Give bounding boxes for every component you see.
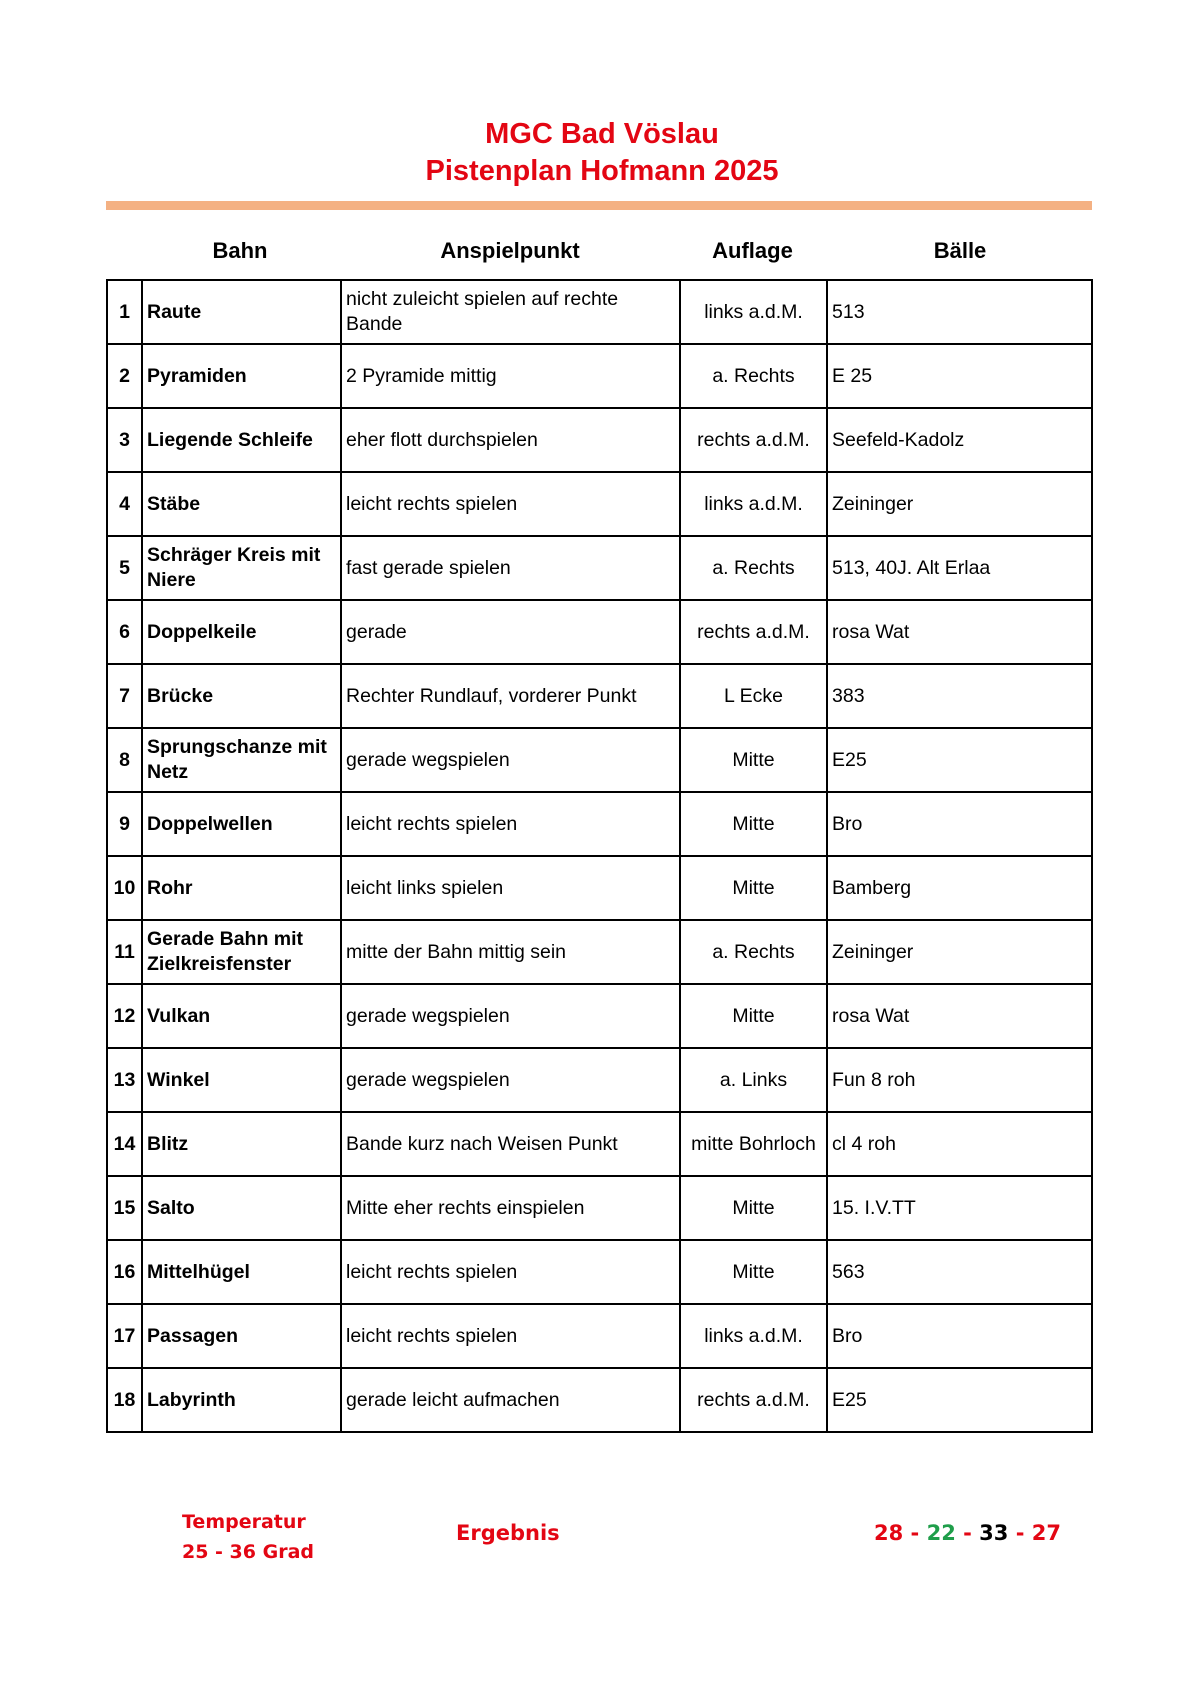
result-scores <box>874 1521 1061 1545</box>
lane-number: 7 <box>107 664 142 728</box>
lane-auflage: Mitte <box>680 728 827 792</box>
lane-anspielpunkt: Mitte eher rechts einspielen <box>341 1176 680 1240</box>
lane-name: Liegende Schleife <box>142 408 341 472</box>
lane-number: 2 <box>107 344 142 408</box>
lane-baelle: Bro <box>827 792 1092 856</box>
score-value: 28 <box>874 1521 904 1545</box>
column-header-baelle: Bälle <box>933 238 987 263</box>
temperature-value: 25 - 36 Grad <box>182 1541 314 1563</box>
lane-baelle: 15. I.V.TT <box>827 1176 1092 1240</box>
lane-auflage: links a.d.M. <box>680 280 827 344</box>
lane-name: Rohr <box>142 856 341 920</box>
lane-name: Pyramiden <box>142 344 341 408</box>
lane-auflage: rechts a.d.M. <box>680 600 827 664</box>
lane-number: 9 <box>107 792 142 856</box>
table-row <box>107 536 1092 600</box>
lane-auflage: Mitte <box>680 1240 827 1304</box>
lane-baelle: E25 <box>827 728 1092 792</box>
table-row <box>107 664 1092 728</box>
page-subtitle: Pistenplan Hofmann 2025 <box>425 155 779 187</box>
lane-number: 5 <box>107 536 142 600</box>
table-row <box>107 856 1092 920</box>
lane-name: Winkel <box>142 1048 341 1112</box>
lane-baelle: Bro <box>827 1304 1092 1368</box>
lane-baelle: Seefeld-Kadolz <box>827 408 1092 472</box>
lane-baelle: Fun 8 roh <box>827 1048 1092 1112</box>
lane-anspielpunkt: leicht rechts spielen <box>341 1240 680 1304</box>
lane-auflage: a. Rechts <box>680 344 827 408</box>
lane-auflage: links a.d.M. <box>680 1304 827 1368</box>
lane-auflage: Mitte <box>680 984 827 1048</box>
lane-baelle: E 25 <box>827 344 1092 408</box>
lane-baelle: 513, 40J. Alt Erlaa <box>827 536 1092 600</box>
lane-name: Sprungschanze mit Netz <box>142 728 341 792</box>
lane-baelle: rosa Wat <box>827 600 1092 664</box>
table-row <box>107 1304 1092 1368</box>
title-divider <box>106 201 1092 210</box>
pistenplan-table <box>106 279 1093 1433</box>
table-row <box>107 344 1092 408</box>
score-separator: - <box>903 1521 927 1545</box>
lane-anspielpunkt: leicht rechts spielen <box>341 1304 680 1368</box>
lane-auflage: links a.d.M. <box>680 472 827 536</box>
lane-name: Brücke <box>142 664 341 728</box>
lane-name: Passagen <box>142 1304 341 1368</box>
lane-number: 11 <box>107 920 142 984</box>
lane-baelle: Bamberg <box>827 856 1092 920</box>
lane-anspielpunkt: gerade wegspielen <box>341 1048 680 1112</box>
table-row <box>107 1240 1092 1304</box>
lane-number: 12 <box>107 984 142 1048</box>
lane-name: Raute <box>142 280 341 344</box>
lane-name: Salto <box>142 1176 341 1240</box>
table-row <box>107 920 1092 984</box>
table-row <box>107 600 1092 664</box>
lane-number: 15 <box>107 1176 142 1240</box>
table-row <box>107 280 1092 344</box>
column-header-anspielpunkt: Anspielpunkt <box>440 238 580 263</box>
lane-anspielpunkt: leicht rechts spielen <box>341 472 680 536</box>
column-header-auflage: Auflage <box>712 238 793 263</box>
page-title: MGC Bad Vöslau <box>485 118 719 150</box>
lane-anspielpunkt: Bande kurz nach Weisen Punkt <box>341 1112 680 1176</box>
lane-baelle: Zeininger <box>827 472 1092 536</box>
lane-anspielpunkt: gerade <box>341 600 680 664</box>
table-row <box>107 408 1092 472</box>
lane-number: 16 <box>107 1240 142 1304</box>
lane-baelle: 563 <box>827 1240 1092 1304</box>
lane-number: 17 <box>107 1304 142 1368</box>
lane-anspielpunkt: gerade wegspielen <box>341 984 680 1048</box>
lane-auflage: Mitte <box>680 1176 827 1240</box>
lane-name: Doppelwellen <box>142 792 341 856</box>
lane-auflage: a. Rechts <box>680 920 827 984</box>
lane-number: 3 <box>107 408 142 472</box>
table-row <box>107 1048 1092 1112</box>
lane-anspielpunkt: nicht zuleicht spielen auf rechte Bande <box>341 280 680 344</box>
lane-number: 4 <box>107 472 142 536</box>
lane-auflage: a. Rechts <box>680 536 827 600</box>
lane-number: 8 <box>107 728 142 792</box>
lane-name: Doppelkeile <box>142 600 341 664</box>
score-separator: - <box>955 1521 980 1545</box>
table-row <box>107 792 1092 856</box>
lane-number: 18 <box>107 1368 142 1432</box>
result-label: Ergebnis <box>456 1521 560 1545</box>
lane-name: Schräger Kreis mit Niere <box>142 536 341 600</box>
lane-number: 10 <box>107 856 142 920</box>
lane-anspielpunkt: mitte der Bahn mittig sein <box>341 920 680 984</box>
lane-auflage: mitte Bohrloch <box>680 1112 827 1176</box>
lane-number: 6 <box>107 600 142 664</box>
table-row <box>107 1176 1092 1240</box>
lane-auflage: L Ecke <box>680 664 827 728</box>
lane-auflage: rechts a.d.M. <box>680 1368 827 1432</box>
lane-name: Gerade Bahn mit Zielkreisfenster <box>142 920 341 984</box>
temperature-block <box>182 1507 314 1567</box>
lane-number: 1 <box>107 280 142 344</box>
lane-anspielpunkt: eher flott durchspielen <box>341 408 680 472</box>
lane-baelle: Zeininger <box>827 920 1092 984</box>
lane-anspielpunkt: Rechter Rundlauf, vorderer Punkt <box>341 664 680 728</box>
table-row <box>107 984 1092 1048</box>
lane-baelle: E25 <box>827 1368 1092 1432</box>
lane-baelle: rosa Wat <box>827 984 1092 1048</box>
lane-name: Labyrinth <box>142 1368 341 1432</box>
table-row <box>107 728 1092 792</box>
lane-name: Vulkan <box>142 984 341 1048</box>
lane-auflage: rechts a.d.M. <box>680 408 827 472</box>
lane-anspielpunkt: gerade leicht aufmachen <box>341 1368 680 1432</box>
lane-baelle: 513 <box>827 280 1092 344</box>
column-header-bahn: Bahn <box>212 238 268 263</box>
lane-anspielpunkt: gerade wegspielen <box>341 728 680 792</box>
score-value: 27 <box>1031 1521 1061 1545</box>
table-row <box>107 1112 1092 1176</box>
lane-name: Stäbe <box>142 472 341 536</box>
temperature-label: Temperatur <box>182 1511 306 1533</box>
lane-baelle: 383 <box>827 664 1092 728</box>
lane-name: Mittelhügel <box>142 1240 341 1304</box>
score-separator: - <box>1008 1521 1032 1545</box>
score-value: 22 <box>926 1521 956 1545</box>
lane-number: 14 <box>107 1112 142 1176</box>
lane-baelle: cl 4 roh <box>827 1112 1092 1176</box>
score-value: 33 <box>979 1521 1009 1545</box>
lane-anspielpunkt: leicht rechts spielen <box>341 792 680 856</box>
table-row <box>107 1368 1092 1432</box>
lane-anspielpunkt: fast gerade spielen <box>341 536 680 600</box>
table-row <box>107 472 1092 536</box>
lane-name: Blitz <box>142 1112 341 1176</box>
lane-auflage: Mitte <box>680 856 827 920</box>
lane-number: 13 <box>107 1048 142 1112</box>
lane-anspielpunkt: leicht links spielen <box>341 856 680 920</box>
lane-auflage: Mitte <box>680 792 827 856</box>
lane-auflage: a. Links <box>680 1048 827 1112</box>
lane-anspielpunkt: 2 Pyramide mittig <box>341 344 680 408</box>
